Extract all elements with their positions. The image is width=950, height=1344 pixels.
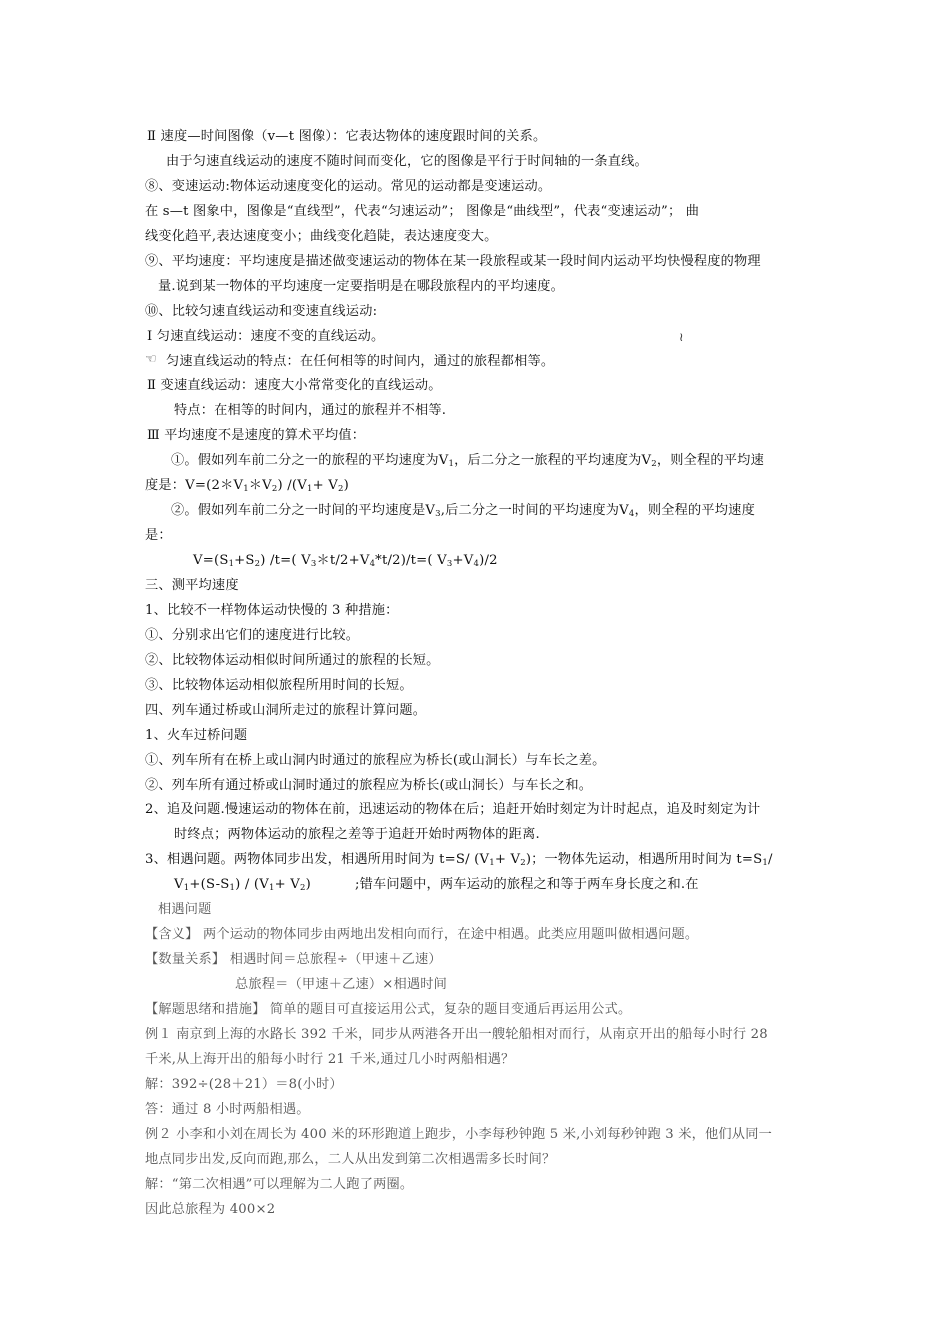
text-line: 匀速直线运动的特点：在任何相等的时间内，通过的旅程都相等。 <box>166 354 555 369</box>
text-line: ①、分别求出它们的速度进行比较。 <box>145 628 360 643</box>
text-line: 特点：在相等的时间内，通过的旅程并不相等. <box>174 403 447 418</box>
text-line: 在 s—t 图象中，图像是“直线型”，代表“匀速运动”； 图像是“曲线型”，代表“变速运动”； 曲 <box>145 204 700 219</box>
text-line: ①、列车所有在桥上或山洞内时通过的旅程应为桥长(或山洞长）与车长之差。 <box>145 753 606 768</box>
text-line: 1、比较不一样物体运动快慢的 3 种措施： <box>145 603 399 618</box>
text-line: 1、火车过桥问题 <box>145 728 248 743</box>
formula-line: 3、相遇问题。两物体同步出发，相遇所用时间为 t=S/ $(V_1+ V_2)$；一物体先运动，相遇所用时间为 $t=S_1/$ <box>145 852 773 868</box>
formula-line: 度是：$V=(2*V_1*V_2)$ $/(V_1+ V_2)$ <box>145 478 349 494</box>
text-line: 总旅程＝（甲速＋乙速）×相遇时间 <box>235 977 448 992</box>
text-line: 答：通过 8 小时两船相遇。 <box>145 1102 310 1117</box>
text-line: ②、比较物体运动相似时间所通过的旅程的长短。 <box>145 653 440 668</box>
text-line: ⑨、平均速度：平均速度是描述做变速运动的物体在某一段旅程或某一段时间内运动平均快慢程度的物理 <box>145 254 761 269</box>
section-heading: 四、列车通过桥或山洞所走过的旅程计算问题。 <box>145 703 427 718</box>
text-line: Ⅰ 匀速直线运动：速度不变的直线运动。 <box>147 329 385 344</box>
text-line: Ⅱ 变速直线运动：速度大小常常变化的直线运动。 <box>147 378 442 393</box>
text-line: 是： <box>145 528 172 543</box>
text-line: 相遇问题 <box>158 902 212 917</box>
formula-line: ①。假如列车前二分之一的旅程的平均速度为$V_1$，后二分之一旅程的平均速度为$V_2$，则全程的平均速 <box>171 453 764 469</box>
text-line: 【数量关系】 相遇时间＝总旅程÷（甲速＋乙速） <box>145 952 442 967</box>
text-line: ⑩、比较匀速直线运动和变速直线运动: <box>145 304 378 319</box>
text-line: 由于匀速直线运动的速度不随时间而变化，它的图像是平行于时间轴的一条直线。 <box>166 154 648 169</box>
text-line: 线变化趋平,表达速度变小；曲线变化趋陡，表达速度变大。 <box>145 229 498 244</box>
text-line: 千米,从上海开出的船每小时行 21 千米,通过几小时两船相遇？ <box>145 1052 515 1067</box>
text-line: 因此总旅程为 400×2 <box>145 1202 276 1217</box>
text-line: 解：“第二次相遇”可以理解为二人跑了两圈。 <box>145 1177 414 1192</box>
section-heading: 三、测平均速度 <box>145 578 239 593</box>
tilde-mark: ≀ <box>679 330 684 344</box>
text-line: 地点同步出发,反向而跑,那么，二人从出发到第二次相遇需多长时间？ <box>145 1152 556 1167</box>
text-line: ⑧、变速运动:物体运动速度变化的运动。常见的运动都是变速运动。 <box>145 179 552 194</box>
text-line: 量.说到某一物体的平均速度一定要指明是在哪段旅程内的平均速度。 <box>158 279 565 294</box>
text-line: ②、列车所有通过桥或山洞时通过的旅程应为桥长(或山洞长）与车长之和。 <box>145 778 593 793</box>
text-line: ③、比较物体运动相似旅程所用时间的长短。 <box>145 678 413 693</box>
formula-line: $V=(S_1+S_2)$ /t=( $V_3*t/2+V_4*t/2)/t=$( $V_3+V_4)/2$ <box>193 553 498 569</box>
text-line: Ⅲ 平均速度不是速度的算术平均值： <box>147 428 366 443</box>
text-line: 2、追及问题.慢速运动的物体在前，迅速运动的物体在后；追赶开始时刻定为计时起点，追及时刻定为计 <box>145 802 761 817</box>
formula-line: ②。假如列车前二分之一时间的平均速度是$V_3$,后二分之一时间的平均速度为$V_4$，则全程的平均速度 <box>171 503 755 519</box>
text-line: 解：392÷(28＋21）＝8(小时） <box>145 1077 343 1092</box>
text-line: 例１ 南京到上海的水路长 392 千米，同步从两港各开出一艘轮船相对而行，从南京开出的船每小时行 28 <box>145 1027 768 1042</box>
text-line: 【含义】 两个运动的物体同步由两地出发相向而行，在途中相遇。此类应用题叫做相遇问题。 <box>145 927 699 942</box>
text-line: 【解题思绪和措施】 简单的题目可直接运用公式，复杂的题目变通后再运用公式。 <box>145 1002 632 1017</box>
pointing-hand-icon: ☜ <box>145 352 157 367</box>
text-line: Ⅱ 速度—时间图像（v—t 图像）：它表达物体的速度跟时间的关系。 <box>147 129 547 144</box>
formula-line: $V_1+(S-S_1) / (V_1+ V_2)$ ;错车问题中，两车运动的旅程之和等于两车身长度之和.在 <box>174 877 699 893</box>
text-line: 时终点；两物体运动的旅程之差等于追赶开始时两物体的距离. <box>174 827 540 842</box>
text-line: 例２ 小李和小刘在周长为 400 米的环形跑道上跑步，小李每秒钟跑 5 米,小刘每秒钟跑 3 米，他们从同一 <box>145 1127 772 1142</box>
